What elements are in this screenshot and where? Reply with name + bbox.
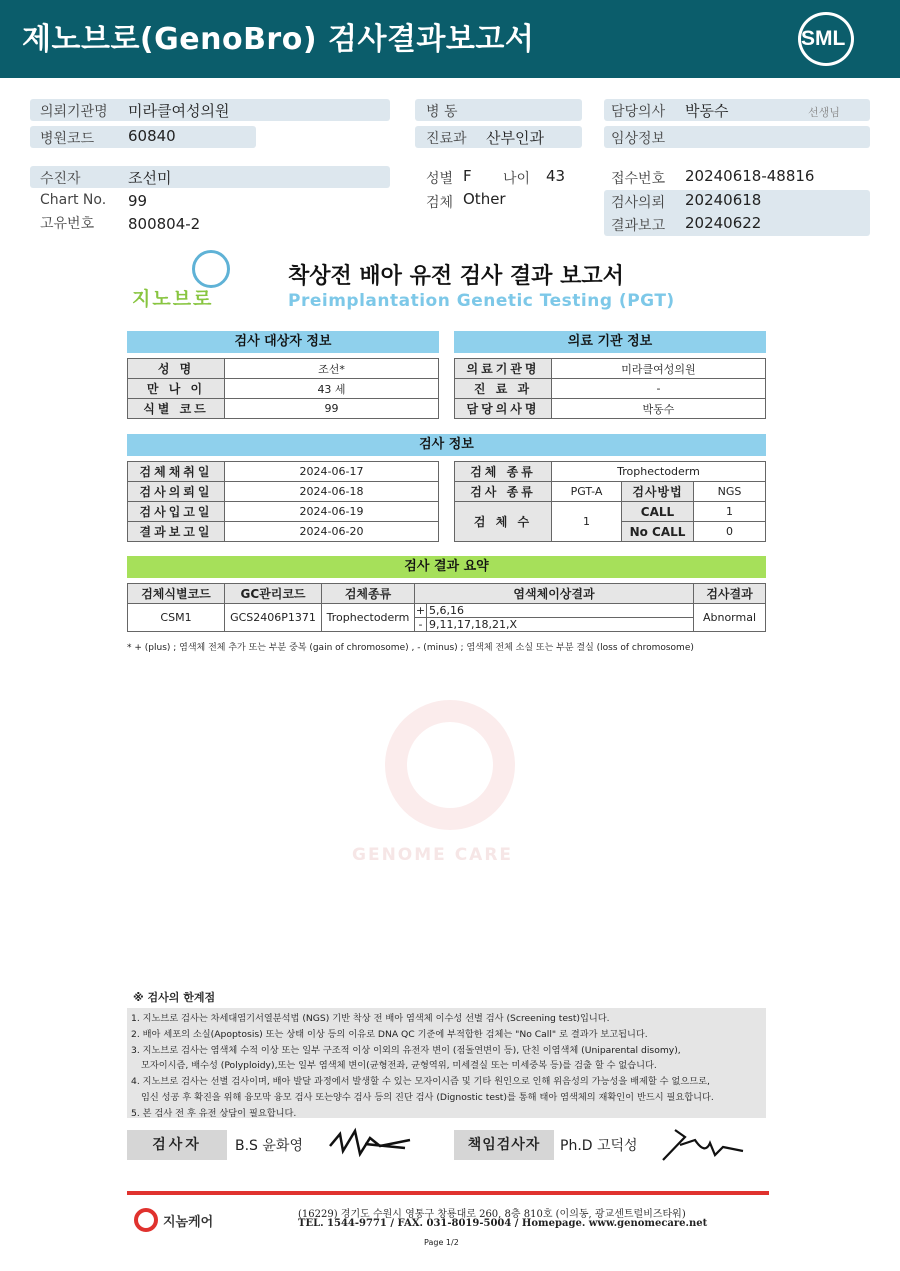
plus-value: 5,6,16 [427,604,694,618]
watermark-text: GENOME CARE [352,845,514,865]
test-request-label: 검사의뢰일 [128,482,225,502]
test-request-value: 2024-06-18 [225,482,439,502]
specimen-value: Other [463,190,506,208]
call-label: CALL [622,502,694,522]
summary-table [127,583,766,632]
inst-dept-value: - [552,379,766,399]
tester-signature [325,1126,415,1160]
limitation-line: 모자이시즘, 배수성 (Polyploidy),또는 일부 염색체 변이(균형전좌, 균형역위, 미세결실 또는 미세중복 등)를 검출 할 수 없습니다. [141,1060,657,1072]
request-value: 20240618 [685,191,762,209]
nocall-value: 0 [694,522,766,542]
limitation-line: 1. 지노브로 검사는 차세대염기서열분석법 (NGS) 기반 착상 전 배아 염색체 이수성 선별 검사 (Screening test)입니다. [131,1013,610,1024]
department-label: 진료과 [426,131,467,147]
summary-col-code: 검체식별코드 [128,584,225,604]
tester-label: 검사자 [127,1130,227,1160]
department-value: 산부인과 [486,129,544,147]
limitations-title: ※ 검사의 한계점 [133,991,216,1004]
institution-info-table [454,358,766,419]
chief-label: 책임검사자 [454,1130,554,1160]
receipt-label: 접수번호 [611,171,666,187]
report-label: 결과보고 [611,218,666,234]
summary-col-chromosome: 염색체이상결과 [415,584,694,604]
footer-address: (16229) 경기도 수원시 영통구 창룡대로 260, 8층 810호 (이의동, 광교센트럴비즈타워) [298,1209,686,1220]
minus-sign: - [415,618,427,632]
count-label: 검 체 수 [455,502,552,542]
report-subtitle: Preimplantation Genetic Testing (PGT) [288,291,675,311]
specimen-type-label: 검체 종류 [455,462,552,482]
genobro-logo-icon [192,250,230,288]
age-label: 나이 [503,171,531,187]
summary-col-result: 검사결과 [694,584,766,604]
test-info-heading: 검사 정보 [127,434,766,456]
document-title: 제노브로(GenoBro) 검사결과보고서 [22,22,535,57]
chart-label: Chart No. [40,192,107,208]
minus-value: 9,11,17,18,21,X [427,618,694,632]
sex-value: F [463,167,472,185]
genomecare-logo-icon [134,1208,158,1232]
summary-code: CSM1 [128,604,225,632]
chief-name: Ph.D 고덕성 [560,1138,638,1154]
sml-logo-text: SML [801,27,846,50]
report-title: 착상전 배아 유전 검사 결과 보고서 [288,264,624,289]
hospital-code-value: 60840 [128,127,176,145]
specimen-type-value: Trophectoderm [552,462,766,482]
summary-row [128,604,766,618]
limitation-line: 5. 본 검사 전 후 유전 상담이 필요합니다. [131,1107,297,1119]
chief-signature [655,1125,745,1163]
footer-contact: TEL. 1544-9771 / FAX. 031-8019-5004 / Homepage. www.genomecare.net [298,1218,708,1229]
subject-age-value: 43 세 [225,379,439,399]
chart-value: 99 [128,192,148,210]
inst-dept-label: 진 료 과 [455,379,552,399]
inst-name-label: 의료기관명 [455,359,552,379]
test-dates-table [127,461,439,542]
collect-label: 검체채취일 [128,462,225,482]
subject-info-heading: 검사 대상자 정보 [127,331,439,353]
report-value: 20240622 [685,214,762,232]
hospital-code-label: 병원코드 [40,131,95,147]
sex-label: 성별 [426,171,454,187]
limitation-line: 4. 지노브로 검사는 선별 검사이며, 배아 발달 과정에서 발생할 수 있는 모자이시즘 및 기타 원인으로 인해 위음성의 가능성을 배제할 수 없으므로, [131,1076,710,1088]
limitations-box [127,1008,766,1118]
watermark-logo-icon [385,700,515,830]
genobro-logo-text: 지노브로 [132,288,214,310]
method-value: NGS [694,482,766,502]
summary-col-specimen: 검체종류 [322,584,415,604]
summary-heading: 검사 결과 요약 [127,556,766,578]
examinee-value: 조선미 [128,169,172,187]
entry-label: 검사입고일 [128,502,225,522]
inst-name-value: 미라클여성의원 [552,359,766,379]
subject-age-label: 만 나 이 [128,379,225,399]
limitation-line: 3. 지노브로 검사는 염색체 수적 이상 또는 일부 구조적 이상 이외의 유전자 변이 (점돌연변이 등), 단친 이염색체 (Uniparental disomy), [131,1044,681,1056]
subject-id-value: 99 [225,399,439,419]
institution-label: 의뢰기관명 [40,104,108,120]
page-number: Page 1/2 [424,1238,459,1247]
summary-col-gc: GC관리코드 [225,584,322,604]
test-report-label: 결과보고일 [128,522,225,542]
method-label: 검사방법 [622,482,694,502]
entry-value: 2024-06-19 [225,502,439,522]
doctor-label: 담당의사 [611,104,666,120]
collect-value: 2024-06-17 [225,462,439,482]
call-value: 1 [694,502,766,522]
doctor-suffix: 선생님 [808,106,840,119]
test-report-value: 2024-06-20 [225,522,439,542]
clinical-label: 임상정보 [611,131,666,147]
request-label: 검사의뢰 [611,195,666,211]
subject-id-label: 식별 코드 [128,399,225,419]
inst-doctor-value: 박동수 [552,399,766,419]
count-value: 1 [552,502,622,542]
test-details-table [454,461,766,542]
plus-sign: + [415,604,426,617]
summary-result: Abnormal [694,604,766,632]
examinee-label: 수진자 [40,171,81,187]
doctor-value: 박동수 [685,102,729,120]
test-type-value: PGT-A [552,482,622,502]
age-value: 43 [546,167,566,185]
summary-footnote: * + (plus) ; 염색체 전체 추가 또는 부분 중복 (gain of chromosome) , - (minus) ; 염색체 전체 소실 또는 부분 결실 (loss of chromosome) [127,643,694,653]
tester-name: B.S 윤화영 [235,1138,303,1154]
summary-specimen: Trophectoderm [322,604,415,632]
subject-name-value: 조선* [225,359,439,379]
limitation-line: 2. 배아 세포의 소실(Apoptosis) 또는 상태 이상 등의 이유로 DNA QC 기준에 부적합한 검체는 "No Call" 로 결과가 보고됩니다. [131,1028,648,1040]
examinee-bar [30,166,390,188]
test-type-label: 검사 종류 [455,482,552,502]
footer-divider [127,1191,769,1195]
inst-doctor-label: 담당의사명 [455,399,552,419]
genomecare-name: 지놈케어 [163,1215,214,1230]
summary-gc: GCS2406P1371 [225,604,322,632]
ward-label: 병 동 [426,104,458,120]
unique-value: 800804-2 [128,215,201,233]
subject-name-label: 성 명 [128,359,225,379]
limitation-line: 임신 성공 후 확진을 위해 융모막 융모 검사 또는양수 검사 등의 진단 검사 (Dignostic test)를 통해 태아 염색체의 재확인이 반드시 필요합니다. [141,1091,714,1103]
receipt-value: 20240618-48816 [685,167,815,185]
institution-info-heading: 의료 기관 정보 [454,331,766,353]
specimen-label: 검체 [426,195,454,211]
nocall-label: No CALL [622,522,694,542]
subject-info-table [127,358,439,419]
institution-value: 미라클여성의원 [128,102,230,120]
unique-label: 고유번호 [40,216,95,232]
